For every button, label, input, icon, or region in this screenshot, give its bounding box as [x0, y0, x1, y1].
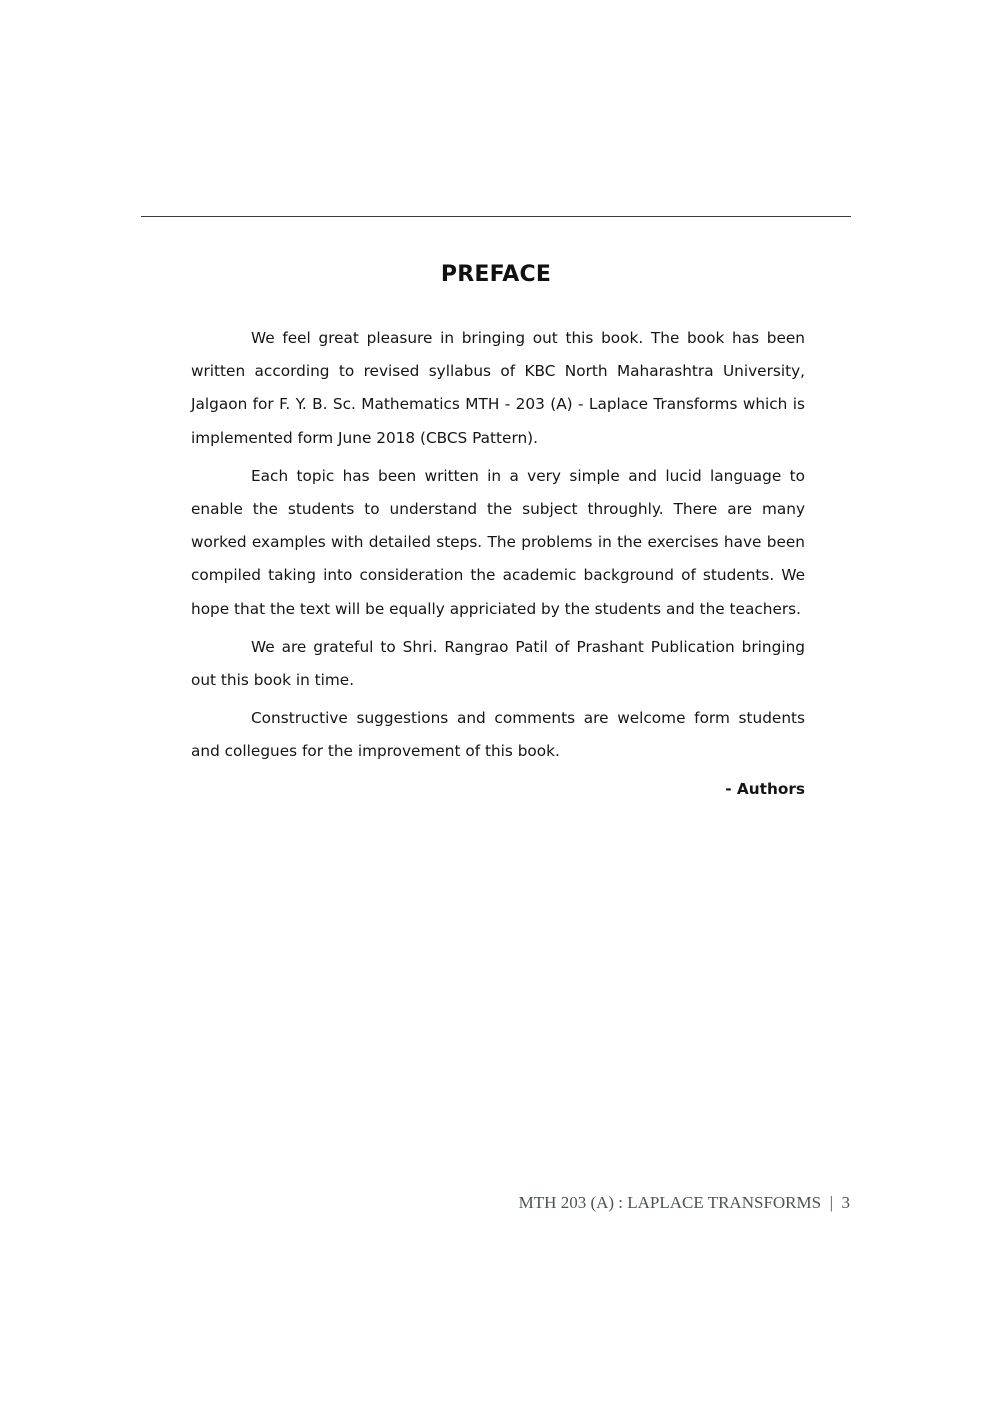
preface-body: [191, 322, 805, 804]
paragraph-1: We feel great pleasure in bringing out this book. The book has been written according to revised syllabus of KBC North Maharashtra University, Jalgaon for F. Y. B. Sc. Mathematics MTH - 203 (A) - Laplace Transforms which is implemented form June 2018 (CBCS Pattern).: [191, 329, 805, 447]
page-number: 3: [841, 1193, 850, 1212]
page-title: PREFACE: [440, 262, 552, 287]
paragraph-4: Constructive suggestions and comments are welcome form students and collegues for the improvement of this book.: [191, 709, 805, 761]
paragraph-2: Each topic has been written in a very simple and lucid language to enable the students to understand the subject throughly. There are many worked examples with detailed steps. The problems in the exercises have been compiled taking into consideration the academic background of students. We hope that the text will be equally appriciated by the students and the teachers.: [191, 466, 805, 618]
running-title: MTH 203 (A) : LAPLACE TRANSFORMS: [518, 1193, 822, 1212]
footer-separator: |: [829, 1193, 833, 1212]
page-footer: [480, 1193, 850, 1213]
signature: - Authors: [725, 779, 805, 798]
header-rule: [141, 216, 851, 217]
paragraph-3: We are grateful to Shri. Rangrao Patil of Prashant Publication bringing out this book in time.: [191, 637, 805, 690]
